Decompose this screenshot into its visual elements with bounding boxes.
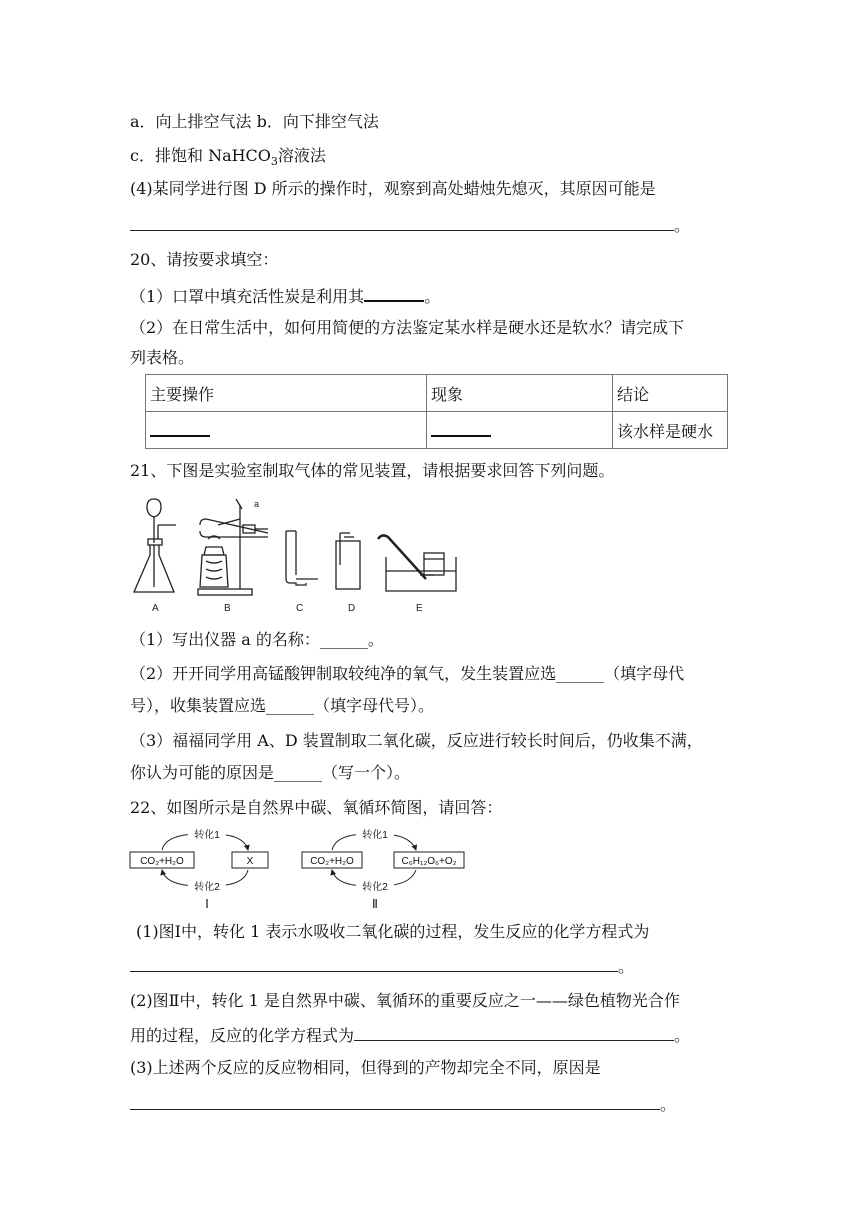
reactants-label: CO₂+H₂O	[310, 856, 354, 867]
apparatus-a	[134, 499, 176, 592]
q22-sub2-prefix: 用的过程，反应的化学方程式为	[130, 1026, 355, 1045]
q22-sub2-line2	[130, 1024, 690, 1046]
q21-sub2-line2: 号），收集装置应选______（填字母代号）。	[130, 696, 435, 715]
q22-sub3-text: (3)上述两个反应的反应物相同，但得到的产物却完全不同，原因是	[130, 1058, 601, 1077]
cell-operation	[146, 412, 427, 449]
header-operation: 主要操作	[146, 375, 427, 412]
answer-blank[interactable]	[431, 419, 491, 437]
apparatus-b	[198, 499, 268, 595]
header-conclusion: 结论	[613, 375, 728, 412]
q19-option-c	[130, 146, 326, 172]
product-label: X	[246, 856, 254, 867]
answer-blank[interactable]	[364, 284, 424, 302]
q21-title: 21、下图是实验室制取气体的常见装置，请根据要求回答下列问题。	[130, 461, 615, 480]
arrow-top-label: 转化1	[194, 830, 220, 841]
reactants-label: CO₂+H₂O	[140, 856, 184, 867]
end-mark: 。	[674, 1026, 691, 1045]
label-c: C	[296, 603, 304, 614]
q20-title: 20、请按要求填空：	[130, 250, 279, 269]
apparatus-d	[336, 533, 360, 589]
q19-options-ab: a．向上排空气法 b．向下排空气法	[130, 112, 379, 131]
q19-option-c-formula: NaHCO	[208, 146, 271, 165]
caption-2: Ⅱ	[372, 897, 378, 911]
q21-sub2-line1: （2）开开同学用高锰酸钾制取较纯净的氧气，发生装置应选______（填字母代	[130, 664, 685, 683]
instrument-a-label: a	[254, 499, 260, 509]
q19-option-c-sub: 3	[270, 155, 278, 169]
label-e: E	[416, 603, 423, 614]
table-header-row	[146, 375, 728, 412]
arrow-bottom-label: 转化2	[362, 882, 388, 893]
q22-title: 22、如图所示是自然界中碳、氧循环简图，请回答：	[130, 798, 503, 817]
q19-sub4-answer-line	[130, 214, 690, 236]
q19-sub4-text: (4)某同学进行图 D 所示的操作时，观察到高处蜡烛先熄灭，其原因可能是	[130, 179, 656, 198]
end-mark: 。	[660, 1095, 677, 1114]
q22-sub1-text: (1)图Ⅰ中，转化 1 表示水吸收二氧化碳的过程，发生反应的化学方程式为	[136, 922, 650, 941]
answer-blank[interactable]	[354, 1024, 674, 1041]
table-row	[146, 412, 728, 449]
answer-blank[interactable]	[130, 1093, 660, 1110]
end-mark: 。	[674, 216, 691, 235]
cell-conclusion: 该水样是硬水	[613, 412, 728, 449]
q21-sub3-line2: 你认为可能的原因是______（写一个）。	[130, 763, 411, 782]
carbon-oxygen-cycle-diagram	[128, 826, 468, 914]
q20-sub2-line1: （2）在日常生活中，如何用简便的方法鉴定某水样是硬水还是软水？请完成下	[130, 318, 685, 337]
end-mark: 。	[424, 287, 441, 306]
q20-sub2-line2: 列表格。	[130, 348, 195, 367]
q22-sub2-line1: (2)图Ⅱ中，转化 1 是自然界中碳、氧循环的重要反应之一——绿色植物光合作	[130, 991, 680, 1010]
cell-phenomenon	[427, 412, 613, 449]
cycle-diagram-2	[302, 828, 464, 911]
label-d: D	[348, 603, 356, 614]
apparatus-c	[286, 531, 318, 585]
q20-sub1	[130, 284, 440, 307]
answer-blank[interactable]	[130, 214, 674, 231]
lab-apparatus-figure	[128, 495, 468, 620]
label-b: B	[224, 603, 231, 614]
q22-sub1-answer-line	[130, 955, 634, 977]
hard-water-table	[145, 374, 728, 449]
q19-option-c-suffix: 溶液法	[277, 146, 326, 165]
header-phenomenon: 现象	[427, 375, 613, 412]
label-a: A	[152, 603, 159, 614]
end-mark: 。	[618, 957, 635, 976]
answer-blank[interactable]	[130, 955, 618, 972]
cycle-diagram-1	[130, 828, 268, 911]
product-label: C₆H₁₂O₆+O₂	[401, 856, 457, 867]
apparatus-e	[378, 535, 456, 591]
q20-sub1-text: （1）口罩中填充活性炭是利用其	[130, 287, 365, 306]
arrow-top-label: 转化1	[362, 830, 388, 841]
q22-sub3-answer-line	[130, 1093, 676, 1115]
q21-sub1: （1）写出仪器 a 的名称：______。	[130, 630, 384, 649]
caption-1: Ⅰ	[205, 897, 209, 911]
q21-sub3-line1: （3）福福同学用 A、D 装置制取二氧化碳，反应进行较长时间后，仍收集不满，	[130, 731, 703, 750]
answer-blank[interactable]	[150, 419, 210, 437]
arrow-bottom-label: 转化2	[194, 882, 220, 893]
q19-option-c-prefix: c．排饱和	[130, 146, 209, 165]
